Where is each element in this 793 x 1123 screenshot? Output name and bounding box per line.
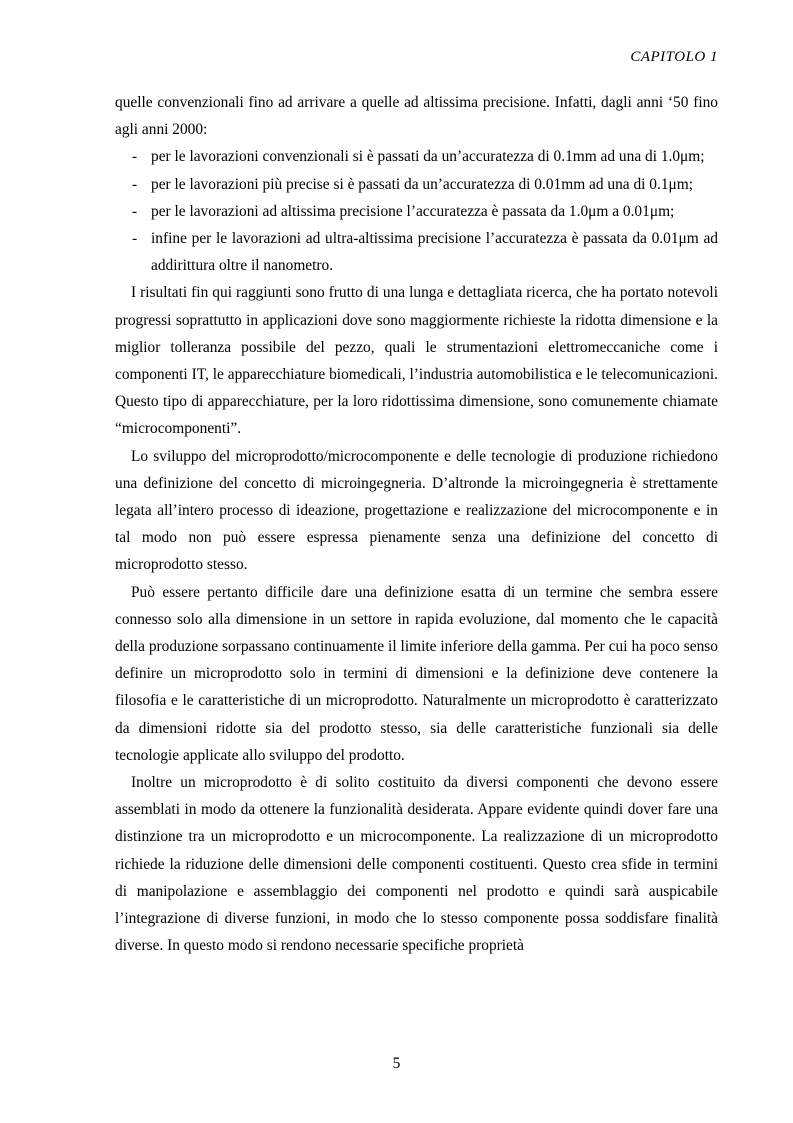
- intro-paragraph: quelle convenzionali fino ad arrivare a quelle ad altissima precisione. Infatti, dagli anni ‘50 fino agli anni 2000:: [115, 94, 718, 139]
- bullet-dash: -: [132, 202, 138, 220]
- bullet-dash: -: [132, 230, 138, 248]
- list-item-text: infine per le lavorazioni ad ultra-altissima precisione l’accuratezza è passata da 0.01μm ad addirittura oltre il nanometro.: [151, 230, 718, 275]
- list-item: [115, 171, 718, 198]
- body-paragraph: Inoltre un microprodotto è di solito costituito da diversi componenti che devono essere assemblati in modo da ottenere la funzionalità desiderata. Appare evidente quindi dover fare una distinzione tra un microprodotto e un microcomponente. La realizzazione di un microprodotto richiede la riduzione delle dimensioni delle componenti costituenti. Questo crea sfide in termini di manipolazione e assemblaggio dei componenti nel prodotto e quindi sarà auspicabile l’integrazione di diverse funzioni, in modo che lo stesso componente possa soddisfare finalità diverse. In questo modo si rendono necessarie specifiche proprietà: [115, 774, 718, 955]
- list-item-text: per le lavorazioni convenzionali si è passati da un’accuratezza di 0.1mm ad una di 1.0μm;: [151, 148, 705, 166]
- running-header: CAPITOLO 1: [630, 49, 718, 65]
- page-body: [115, 89, 718, 960]
- accuracy-list: [115, 143, 718, 279]
- body-paragraph: Lo sviluppo del microprodotto/microcomponente e delle tecnologie di produzione richiedono una definizione del concetto di microingegneria. D’altronde la microingegneria è strettamente legata all’intero processo di ideazione, progettazione e realizzazione del microcomponente e in tal modo non può essere espressa pienamente senza una definizione del concetto di microprodotto stesso.: [115, 447, 718, 574]
- body-paragraph: Può essere pertanto difficile dare una definizione esatta di un termine che sembra essere connesso solo alla dimensione in un settore in rapida evoluzione, dal momento che le capacità della produzione sorpassano continuamente il limite inferiore della gamma. Per cui ha poco senso definire un microprodotto solo in termini di dimensioni e la definizione deve contenere la filosofia e le caratteristiche di un microprodotto. Naturalmente un microprodotto è caratterizzato da dimensioni ridotte sia del prodotto stesso, sia delle caratteristiche funzionali sia delle tecnologie applicate allo sviluppo del prodotto.: [115, 583, 718, 764]
- page-number: 5: [392, 1055, 401, 1072]
- list-item: [115, 198, 718, 225]
- bullet-dash: -: [132, 175, 138, 193]
- list-item-text: per le lavorazioni più precise si è passati da un’accuratezza di 0.01mm ad una di 0.1μm;: [151, 175, 694, 193]
- bullet-dash: -: [132, 148, 138, 166]
- list-item-text: per le lavorazioni ad altissima precisione l’accuratezza è passata da 1.0μm a 0.01μm;: [151, 202, 675, 220]
- list-item: [115, 143, 718, 170]
- body-paragraph: I risultati fin qui raggiunti sono frutto di una lunga e dettagliata ricerca, che ha portato notevoli progressi soprattutto in applicazioni dove sono maggiormente richieste la ridotta dimensione e la miglior tolleranza possibile del pezzo, quali le strumentazioni elettromeccaniche come i componenti IT, le apparecchiature biomedicali, l’industria automobilistica e le telecomunicazioni. Questo tipo di apparecchiature, per la loro ridottissima dimensione, sono comunemente chiamate “microcomponenti”.: [115, 284, 718, 438]
- list-item: [115, 225, 718, 279]
